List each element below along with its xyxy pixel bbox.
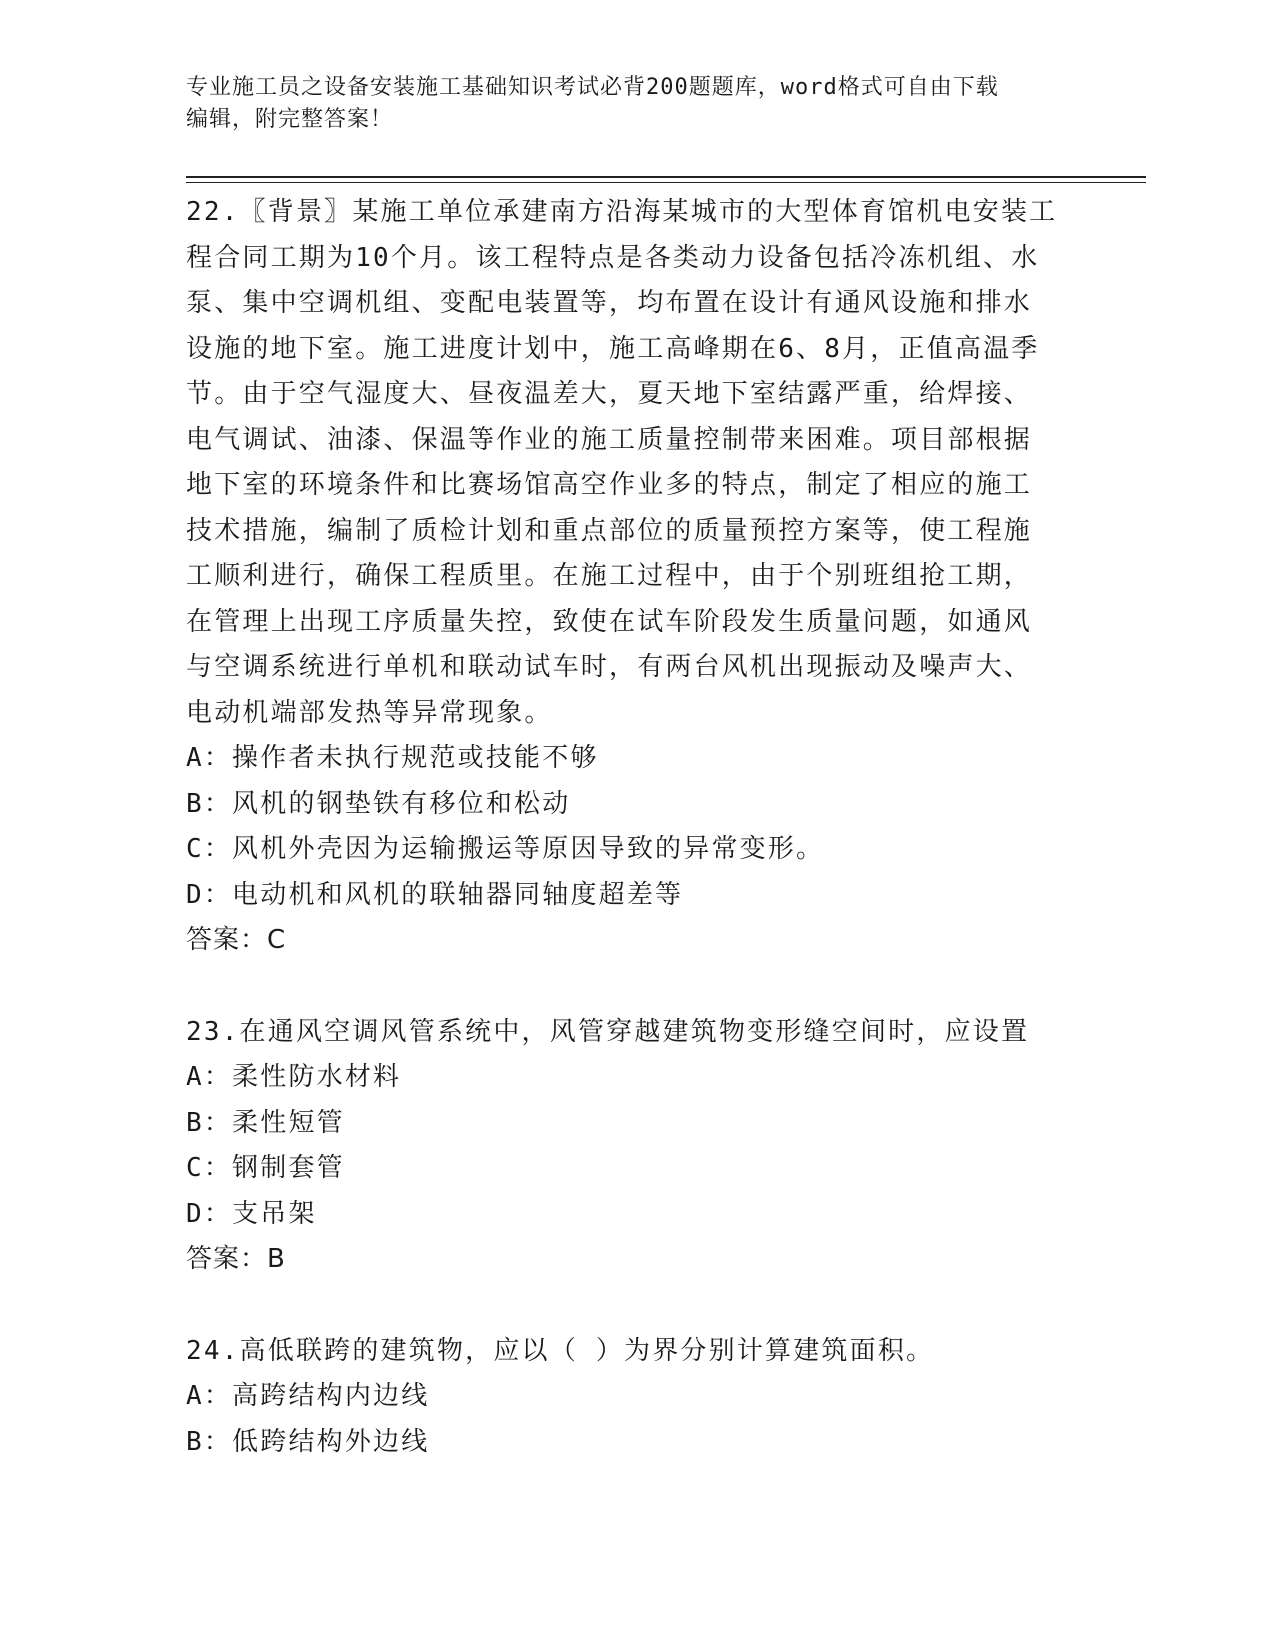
option-b: B：低跨结构外边线 xyxy=(186,1426,430,1457)
question-stem-line: 技术措施，编制了质检计划和重点部位的质量预控方案等，使工程施 xyxy=(186,515,1033,546)
option-b: B：风机的钢垫铁有移位和松动 xyxy=(186,788,571,819)
question-stem-line: 23.在通风空调风管系统中，风管穿越建筑物变形缝空间时，应设置 xyxy=(186,1016,1030,1047)
option-d: D：电动机和风机的联轴器同轴度超差等 xyxy=(186,879,684,910)
answer-label: 答案：C xyxy=(186,925,287,955)
header-divider-thick xyxy=(186,176,1146,178)
option-d: D：支吊架 xyxy=(186,1198,317,1229)
question-23 xyxy=(186,1010,1076,1283)
question-24 xyxy=(186,1329,1076,1466)
question-stem-line: 与空调系统进行单机和联动试车时，有两台风机出现振动及噪声大、 xyxy=(186,652,1033,682)
header-divider-thin xyxy=(186,182,1146,183)
question-stem-line: 节。由于空气湿度大、昼夜温差大，夏天地下室结露严重，给焊接、 xyxy=(186,379,1033,409)
question-22 xyxy=(186,190,1076,964)
header-line-1: 专业施工员之设备安装施工基础知识考试必背200题题库，word格式可自由下载 xyxy=(186,75,999,100)
answer-label: 答案：B xyxy=(186,1244,286,1274)
document-header xyxy=(186,72,1086,136)
question-stem-line: 程合同工期为10个月。该工程特点是各类动力设备包括冷冻机组、水 xyxy=(186,242,1040,273)
option-a: A：柔性防水材料 xyxy=(186,1062,402,1092)
question-stem-line: 泵、集中空调机组、变配电装置等，均布置在设计有通风设施和排水 xyxy=(186,288,1033,318)
option-c: C：风机外壳因为运输搬运等原因导致的异常变形。 xyxy=(186,834,825,864)
question-stem-line: 在管理上出现工序质量失控，致使在试车阶段发生质量问题，如通风 xyxy=(186,606,1033,637)
question-stem-line: 22.〖背景〗某施工单位承建南方沿海某城市的大型体育馆机电安装工 xyxy=(186,197,1058,227)
question-list xyxy=(186,190,1076,1511)
question-stem-line: 24.高低联跨的建筑物，应以（ ）为界分别计算建筑面积。 xyxy=(186,1335,935,1366)
question-stem-line: 电气调试、油漆、保温等作业的施工质量控制带来困难。项目部根据 xyxy=(186,424,1033,455)
option-b: B：柔性短管 xyxy=(186,1107,345,1138)
option-c: C：钢制套管 xyxy=(186,1153,345,1183)
header-line-2: 编辑，附完整答案！ xyxy=(186,107,394,132)
question-stem-line: 工顺利进行，确保工程质里。在施工过程中，由于个别班组抢工期， xyxy=(186,561,1033,591)
option-a: A：操作者未执行规范或技能不够 xyxy=(186,743,599,773)
question-stem-line: 设施的地下室。施工进度计划中，施工高峰期在6、8月，正值高温季 xyxy=(186,333,1040,364)
option-a: A：高跨结构内边线 xyxy=(186,1381,430,1411)
question-stem-line: 地下室的环境条件和比赛场馆高空作业多的特点，制定了相应的施工 xyxy=(186,470,1033,500)
question-stem-line: 电动机端部发热等异常现象。 xyxy=(186,697,553,728)
